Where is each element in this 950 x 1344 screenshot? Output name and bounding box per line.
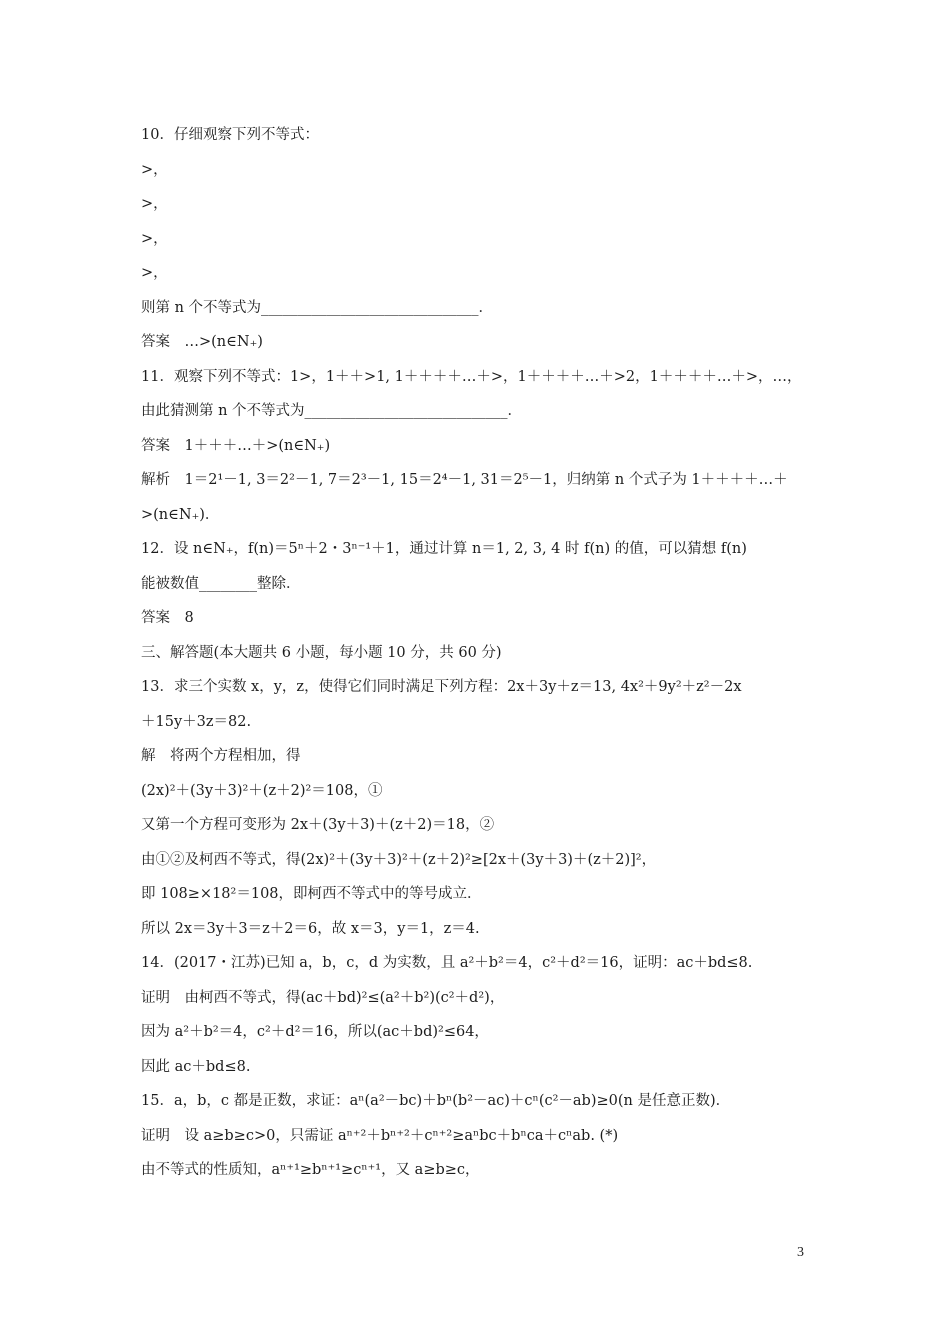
text-line: 能被数值________整除． <box>141 575 301 592</box>
section-heading: 三、解答题(本大题共 6 小题，每小题 10 分，共 60 分) <box>141 644 502 661</box>
text-line: 因为 a²＋b²＝4，c²＋d²＝16，所以(ac＋bd)²≤64， <box>141 1024 489 1040</box>
text-line: 又第一个方程可变形为 2x＋(3y＋3)＋(z＋2)＝18，② <box>141 817 495 833</box>
text-line: 11．观察下列不等式：1>，1＋＋>1, 1＋＋＋＋…＋>，1＋＋＋＋…＋>2，1＋＋＋＋…＋>，…， <box>141 368 802 385</box>
text-line: >， <box>141 230 168 247</box>
text-line: 由①②及柯西不等式，得(2x)²＋(3y＋3)²＋(z＋2)²≥[2x＋(3y＋3)＋(z＋2)]²， <box>141 851 657 868</box>
text-line: 12．设 n∈N₊，f(n)＝5ⁿ＋2・3ⁿ⁻¹＋1，通过计算 n＝1, 2, 3, 4 时 f(n) 的值，可以猜想 f(n) <box>141 541 747 557</box>
text-line: >(n∈N₊)． <box>141 506 220 523</box>
text-line: >， <box>141 161 168 178</box>
text-line: 因此 ac＋bd≤8. <box>141 1058 251 1075</box>
text-line: ＋15y＋3z＝82. <box>141 713 252 730</box>
text-line: 解析 1＝2¹－1, 3＝2²－1, 7＝2³－1, 15＝2⁴－1, 31＝2⁵－1，归纳第 n 个式子为 1＋＋＋＋…＋ <box>141 472 788 488</box>
text-line: >， <box>141 196 168 212</box>
text-line: 14．(2017・江苏)已知 a，b，c，d 为实数，且 a²＋b²＝4，c²＋d²＝16，证明：ac＋bd≤8. <box>141 955 753 971</box>
text-line: 13．求三个实数 x，y，z，使得它们同时满足下列方程：2x＋3y＋z＝13, 4x²＋9y²＋z²－2x <box>141 679 742 695</box>
text-line: (2x)²＋(3y＋3)²＋(z＋2)²＝108，① <box>141 782 383 799</box>
text-line: 所以 2x＝3y＋3＝z＋2＝6，故 x＝3，y＝1，z＝4. <box>141 920 480 937</box>
page-content <box>141 118 831 1188</box>
text-line: 10．仔细观察下列不等式： <box>141 127 319 143</box>
text-line: 15．a，b，c 都是正数，求证：aⁿ(a²－bc)＋bⁿ(b²－ac)＋cⁿ(c²－ab)≥0(n 是任意正数)． <box>141 1093 731 1109</box>
page-number: 3 <box>797 1245 804 1260</box>
text-line: 由此猜测第 n 个不等式为____________________________． <box>141 403 523 419</box>
text-line: 答案 …>(n∈N₊) <box>141 334 263 350</box>
text-line: 解 将两个方程相加，得 <box>141 748 301 764</box>
text-line: 则第 n 个不等式为______________________________． <box>141 299 494 316</box>
text-line: 证明 由柯西不等式，得(ac＋bd)²≤(a²＋b²)(c²＋d²)， <box>141 989 505 1006</box>
text-line: 证明 设 a≥b≥c>0，只需证 aⁿ⁺²＋bⁿ⁺²＋cⁿ⁺²≥aⁿbc＋bⁿca＋cⁿab. (*) <box>141 1127 619 1144</box>
text-line: 由不等式的性质知，aⁿ⁺¹≥bⁿ⁺¹≥cⁿ⁺¹，又 a≥b≥c， <box>141 1162 480 1178</box>
text-line: >， <box>141 265 168 281</box>
text-line: 即 108≥×18²＝108，即柯西不等式中的等号成立． <box>141 886 482 902</box>
text-line: 答案 8 <box>141 610 194 626</box>
text-line: 答案 1＋＋＋…＋>(n∈N₊) <box>141 437 331 454</box>
